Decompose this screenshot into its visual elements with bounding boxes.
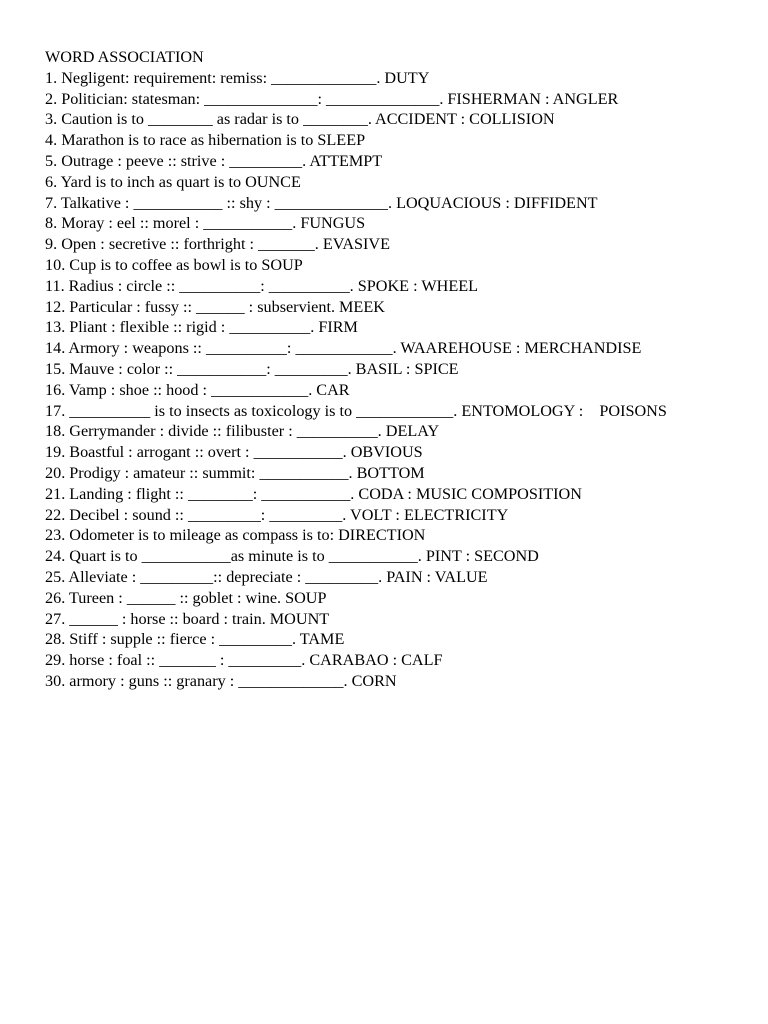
- analogy-item-4: 4. Marathon is to race as hibernation is to SLEEP: [45, 131, 366, 150]
- analogy-item-27: 27. ______ : horse :: board : train. MOUNT: [45, 609, 330, 628]
- analogy-item-6: 6. Yard is to inch as quart is to OUNCE: [45, 172, 301, 191]
- analogy-item-2: 2. Politician: statesman: ______________: ______________. FISHERMAN : ANGLER: [45, 89, 619, 108]
- analogy-item-26: 26. Tureen : ______ :: goblet : wine. SOUP: [45, 588, 327, 607]
- analogy-item-15: 15. Mauve : color :: ___________: _________. BASIL : SPICE: [45, 359, 459, 378]
- analogy-item-19: 19. Boastful : arrogant :: overt : ___________. OBVIOUS: [45, 443, 423, 462]
- analogy-item-14: 14. Armory : weapons :: __________: ____________. WAAREHOUSE : MERCHANDISE: [45, 339, 642, 358]
- analogy-item-9: 9. Open : secretive :: forthright : _______. EVASIVE: [45, 235, 390, 254]
- analogy-item-10: 10. Cup is to coffee as bowl is to SOUP: [45, 255, 303, 274]
- analogy-item-18: 18. Gerrymander : divide :: filibuster : __________. DELAY: [45, 422, 440, 441]
- analogy-item-16: 16. Vamp : shoe :: hood : ____________. CAR: [45, 380, 350, 399]
- analogy-item-21: 21. Landing : flight :: ________: ___________. CODA : MUSIC COMPOSITION: [45, 484, 582, 503]
- worksheet-title: WORD ASSOCIATION: [45, 48, 204, 66]
- analogy-item-23: 23. Odometer is to mileage as compass is to: DIRECTION: [45, 526, 426, 545]
- analogy-item-30: 30. armory : guns :: granary : _____________. CORN: [45, 671, 397, 690]
- analogy-item-12: 12. Particular : fussy :: ______ : subservient. MEEK: [45, 297, 385, 316]
- analogy-item-3: 3. Caution is to ________ as radar is to ________. ACCIDENT : COLLISION: [45, 110, 555, 129]
- analogy-item-24: 24. Quart is to ___________as minute is to ___________. PINT : SECOND: [45, 547, 539, 566]
- analogy-item-11: 11. Radius : circle :: __________: __________. SPOKE : WHEEL: [45, 276, 478, 295]
- analogy-item-17: 17. __________ is to insects as toxicology is to ____________. ENTOMOLOGY : POISONS: [45, 401, 667, 420]
- analogy-item-25: 25. Alleviate : _________:: depreciate : _________. PAIN : VALUE: [45, 567, 488, 586]
- analogy-item-29: 29. horse : foal :: _______ : _________. CARABAO : CALF: [45, 651, 443, 670]
- analogy-item-28: 28. Stiff : supple :: fierce : _________. TAME: [45, 630, 345, 649]
- analogy-item-20: 20. Prodigy : amateur :: summit: ___________. BOTTOM: [45, 463, 425, 482]
- analogy-item-13: 13. Pliant : flexible :: rigid : __________. FIRM: [45, 318, 358, 337]
- analogy-item-22: 22. Decibel : sound :: _________: _________. VOLT : ELECTRICITY: [45, 505, 509, 524]
- worksheet: [45, 47, 745, 692]
- analogy-item-8: 8. Moray : eel :: morel : ___________. FUNGUS: [45, 214, 366, 233]
- analogy-item-1: 1. Negligent: requirement: remiss: _____________. DUTY: [45, 68, 430, 87]
- analogy-item-7: 7. Talkative : ___________ :: shy : ______________. LOQUACIOUS : DIFFIDENT: [45, 193, 598, 212]
- analogy-item-5: 5. Outrage : peeve :: strive : _________. ATTEMPT: [45, 151, 383, 170]
